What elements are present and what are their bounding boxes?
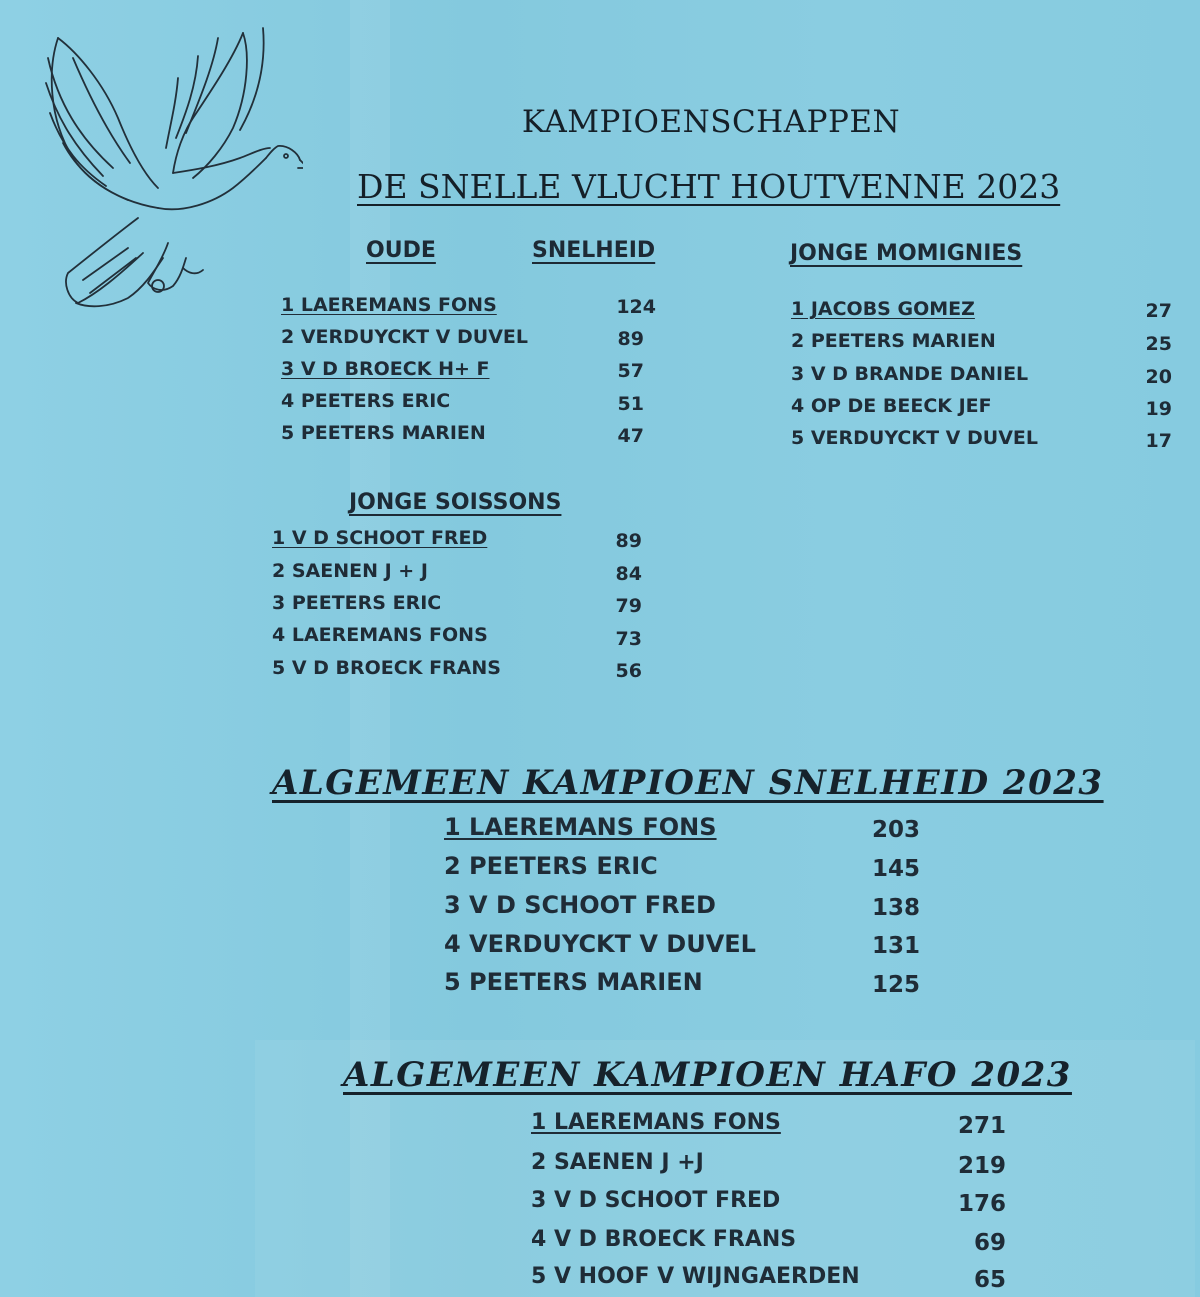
hafo-row-score: 69 <box>973 1230 1006 1256</box>
momignies-row-name: 5 VERDUYCKT V DUVEL <box>791 427 1038 449</box>
algemeen-snelheid-heading: ALGEMEEN KAMPIOEN SNELHEID 2023 <box>272 763 1104 803</box>
soissons-row-score: 73 <box>615 628 642 650</box>
snelheid-row-score: 125 <box>871 972 920 998</box>
momignies-row-score: 20 <box>1145 366 1172 388</box>
snelheid-heading: SNELHEID <box>532 238 656 263</box>
page-title: KAMPIOENSCHAPPEN <box>521 104 901 140</box>
dove-icon <box>18 8 303 328</box>
momignies-row-score: 25 <box>1145 333 1172 355</box>
snelheid-row-name: 4 VERDUYCKT V DUVEL <box>444 930 756 958</box>
oude-row-name <box>281 358 489 380</box>
snelheid-row-score: 138 <box>871 895 920 921</box>
snelheid-row-score: 203 <box>871 817 920 843</box>
hafo-row-name: 4 V D BROECK FRANS <box>531 1227 797 1252</box>
snelheid-row-name: 1 LAEREMANS FONS <box>444 813 717 841</box>
snelheid-row-score: 131 <box>871 933 920 959</box>
oude-row-name: 4 PEETERS ERIC <box>281 390 451 412</box>
soissons-row-name: 2 SAENEN J + J <box>272 560 428 582</box>
soissons-row-score: 89 <box>615 530 642 552</box>
snelheid-row-name: 3 V D SCHOOT FRED <box>444 891 716 919</box>
momignies-row-score: 19 <box>1145 398 1172 420</box>
algemeen-hafo-heading: ALGEMEEN KAMPIOEN HAFO 2023 <box>343 1055 1072 1095</box>
soissons-row-name: 4 LAEREMANS FONS <box>272 624 488 646</box>
oude-row-score: 47 <box>617 425 644 447</box>
hafo-row-name: 5 V HOOF V WIJNGAERDEN <box>531 1264 860 1289</box>
momignies-row-score: 17 <box>1145 430 1172 452</box>
oude-row-name-text: 3 V D BROECK H+ F <box>281 358 490 380</box>
snelheid-row-name: 5 PEETERS MARIEN <box>444 968 703 996</box>
soissons-row-score: 79 <box>615 595 642 617</box>
soissons-row-score: 56 <box>615 660 642 682</box>
oude-row-score: 51 <box>617 393 644 415</box>
momignies-row-name: 4 OP DE BEECK JEF <box>791 395 992 417</box>
oude-row-name: 5 PEETERS MARIEN <box>281 422 486 444</box>
hafo-row-name: 2 SAENEN J +J <box>531 1150 704 1175</box>
oude-heading: OUDE <box>366 238 436 263</box>
oude-row-score: 124 <box>616 296 656 318</box>
oude-row-score: 89 <box>617 328 644 350</box>
hafo-row-name: 3 V D SCHOOT FRED <box>531 1188 781 1213</box>
soissons-row-score: 84 <box>615 563 642 585</box>
hafo-row-score: 176 <box>957 1191 1006 1217</box>
hafo-row-score: 271 <box>957 1113 1006 1139</box>
oude-row-score: 57 <box>617 360 644 382</box>
soissons-row-name: 5 V D BROECK FRANS <box>272 657 501 679</box>
jonge-soissons-heading: JONGE SOISSONS <box>349 490 562 515</box>
snelheid-row-name: 2 PEETERS ERIC <box>444 852 658 880</box>
momignies-row-name: 1 JACOBS GOMEZ <box>791 298 975 320</box>
oude-row-name: 1 LAEREMANS FONS <box>281 294 497 316</box>
momignies-row-name: 2 PEETERS MARIEN <box>791 330 996 352</box>
hafo-row-score: 65 <box>973 1267 1006 1293</box>
soissons-row-name: 3 PEETERS ERIC <box>272 592 442 614</box>
snelheid-row-score: 145 <box>871 856 920 882</box>
hafo-row-name: 1 LAEREMANS FONS <box>531 1110 781 1135</box>
page-subtitle: DE SNELLE VLUCHT HOUTVENNE 2023 <box>357 167 1061 206</box>
hafo-row-score: 219 <box>957 1153 1006 1179</box>
soissons-row-name: 1 V D SCHOOT FRED <box>272 527 488 549</box>
momignies-row-name: 3 V D BRANDE DANIEL <box>791 363 1029 385</box>
jonge-momignies-heading: JONGE MOMIGNIES <box>790 241 1023 266</box>
oude-row-name: 2 VERDUYCKT V DUVEL <box>281 326 528 348</box>
momignies-row-score: 27 <box>1145 300 1172 322</box>
